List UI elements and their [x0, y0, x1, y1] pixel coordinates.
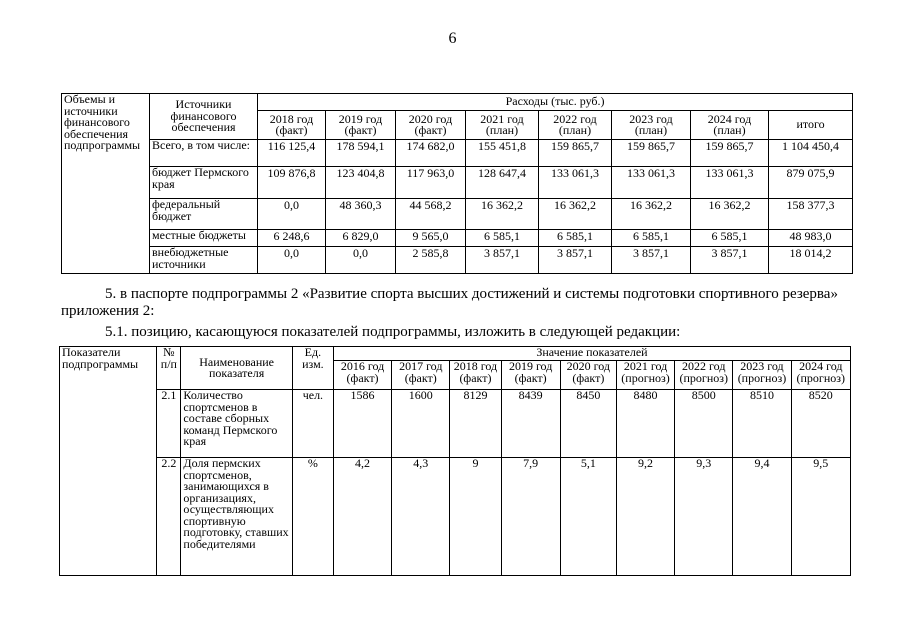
year-header: 2020 год (факт)	[396, 111, 466, 140]
value-cell: 158 377,3	[769, 199, 853, 230]
value-cell: 879 075,9	[769, 167, 853, 199]
value-cell: 1 104 450,4	[769, 140, 853, 167]
year-header: 2024 год (прогноз)	[791, 361, 850, 390]
year-header: 2023 год (план)	[612, 111, 691, 140]
value-cell: 9,3	[675, 458, 733, 576]
value-cell: 1600	[392, 390, 450, 458]
year-header: 2018 год (факт)	[258, 111, 326, 140]
sources-header: Источники финансового обеспечения	[150, 94, 258, 140]
value-cell: 109 876,8	[258, 167, 326, 199]
value-cell: 8450	[560, 390, 616, 458]
year-header: 2022 год (план)	[539, 111, 612, 140]
unit-cell: %	[292, 458, 333, 576]
value-cell: 9 565,0	[396, 230, 466, 247]
values-header: Значение показателей	[333, 347, 850, 361]
value-cell: 3 857,1	[466, 247, 539, 274]
value-cell: 6 829,0	[326, 230, 396, 247]
value-cell: 6 248,6	[258, 230, 326, 247]
value-cell: 123 404,8	[326, 167, 396, 199]
value-cell: 3 857,1	[539, 247, 612, 274]
value-cell: 8439	[501, 390, 560, 458]
value-cell: 8520	[791, 390, 850, 458]
value-cell: 3 857,1	[612, 247, 691, 274]
paragraph-5-1: 5.1. позицию, касающуюся показателей подпрограммы, изложить в следующей редакции:	[105, 324, 681, 340]
source-label: бюджет Пермского края	[150, 167, 258, 199]
value-cell: 159 865,7	[691, 140, 769, 167]
year-header: 2016 год (факт)	[333, 361, 391, 390]
value-cell: 0,0	[258, 199, 326, 230]
row-number: 2.1	[157, 390, 181, 458]
source-label: внебюджетные источники	[150, 247, 258, 274]
page-number: 6	[448, 30, 457, 47]
value-cell: 9	[450, 458, 501, 576]
year-header: 2022 год (прогноз)	[675, 361, 733, 390]
value-cell: 16 362,2	[612, 199, 691, 230]
value-cell: 8510	[733, 390, 791, 458]
value-cell: 44 568,2	[396, 199, 466, 230]
paragraph-5-line1: 5. в паспорте подпрограммы 2 «Развитие спорта высших достижений и системы подготовки спортивного резерва»	[105, 286, 838, 302]
value-cell: 48 983,0	[769, 230, 853, 247]
name-header: Наименование показателя	[181, 347, 292, 390]
unit-header: Ед. изм.	[292, 347, 333, 390]
value-cell: 5,1	[560, 458, 616, 576]
value-cell: 9,2	[616, 458, 674, 576]
value-cell: 155 451,8	[466, 140, 539, 167]
value-cell: 159 865,7	[612, 140, 691, 167]
value-cell: 0,0	[326, 247, 396, 274]
value-cell: 16 362,2	[691, 199, 769, 230]
year-header: 2021 год (план)	[466, 111, 539, 140]
year-header: 2021 год (прогноз)	[616, 361, 674, 390]
financing-section-label: Объемы и источники финансового обеспечения подпрограммы	[62, 94, 150, 274]
value-cell: 133 061,3	[539, 167, 612, 199]
value-cell: 6 585,1	[466, 230, 539, 247]
indicator-name: Доля пермских спортсменов, занимающихся в организациях, осуществляющих спортивную подготовку, ставших победителями	[181, 458, 292, 576]
value-cell: 1586	[333, 390, 391, 458]
value-cell: 133 061,3	[612, 167, 691, 199]
value-cell: 4,2	[333, 458, 391, 576]
year-header: 2020 год (факт)	[560, 361, 616, 390]
total-header: итого	[769, 111, 853, 140]
value-cell: 8480	[616, 390, 674, 458]
year-header: 2019 год (факт)	[501, 361, 560, 390]
year-header: 2017 год (факт)	[392, 361, 450, 390]
value-cell: 3 857,1	[691, 247, 769, 274]
indicator-name: Количество спортсменов в составе сборных команд Пермского края	[181, 390, 292, 458]
year-header: 2019 год (факт)	[326, 111, 396, 140]
year-header: 2018 год (факт)	[450, 361, 501, 390]
value-cell: 2 585,8	[396, 247, 466, 274]
value-cell: 0,0	[258, 247, 326, 274]
value-cell: 116 125,4	[258, 140, 326, 167]
value-cell: 9,5	[791, 458, 850, 576]
value-cell: 159 865,7	[539, 140, 612, 167]
year-header: 2023 год (прогноз)	[733, 361, 791, 390]
value-cell: 133 061,3	[691, 167, 769, 199]
value-cell: 6 585,1	[691, 230, 769, 247]
source-label: федеральный бюджет	[150, 199, 258, 230]
value-cell: 178 594,1	[326, 140, 396, 167]
value-cell: 8129	[450, 390, 501, 458]
indicators-table	[59, 346, 851, 576]
year-header: 2024 год (план)	[691, 111, 769, 140]
value-cell: 16 362,2	[466, 199, 539, 230]
value-cell: 48 360,3	[326, 199, 396, 230]
value-cell: 6 585,1	[612, 230, 691, 247]
value-cell: 16 362,2	[539, 199, 612, 230]
paragraph-5-line2: приложения 2:	[61, 303, 155, 319]
value-cell: 128 647,4	[466, 167, 539, 199]
value-cell: 117 963,0	[396, 167, 466, 199]
unit-cell: чел.	[292, 390, 333, 458]
num-header: № п/п	[157, 347, 181, 390]
financing-table	[61, 93, 853, 274]
expenses-header: Расходы (тыс. руб.)	[258, 94, 853, 111]
value-cell: 174 682,0	[396, 140, 466, 167]
value-cell: 18 014,2	[769, 247, 853, 274]
source-label: Всего, в том числе:	[150, 140, 258, 167]
value-cell: 7,9	[501, 458, 560, 576]
value-cell: 6 585,1	[539, 230, 612, 247]
value-cell: 9,4	[733, 458, 791, 576]
row-number: 2.2	[157, 458, 181, 576]
value-cell: 4,3	[392, 458, 450, 576]
value-cell: 8500	[675, 390, 733, 458]
source-label: местные бюджеты	[150, 230, 258, 247]
indicators-section-label: Показатели подпрограммы	[60, 347, 157, 576]
